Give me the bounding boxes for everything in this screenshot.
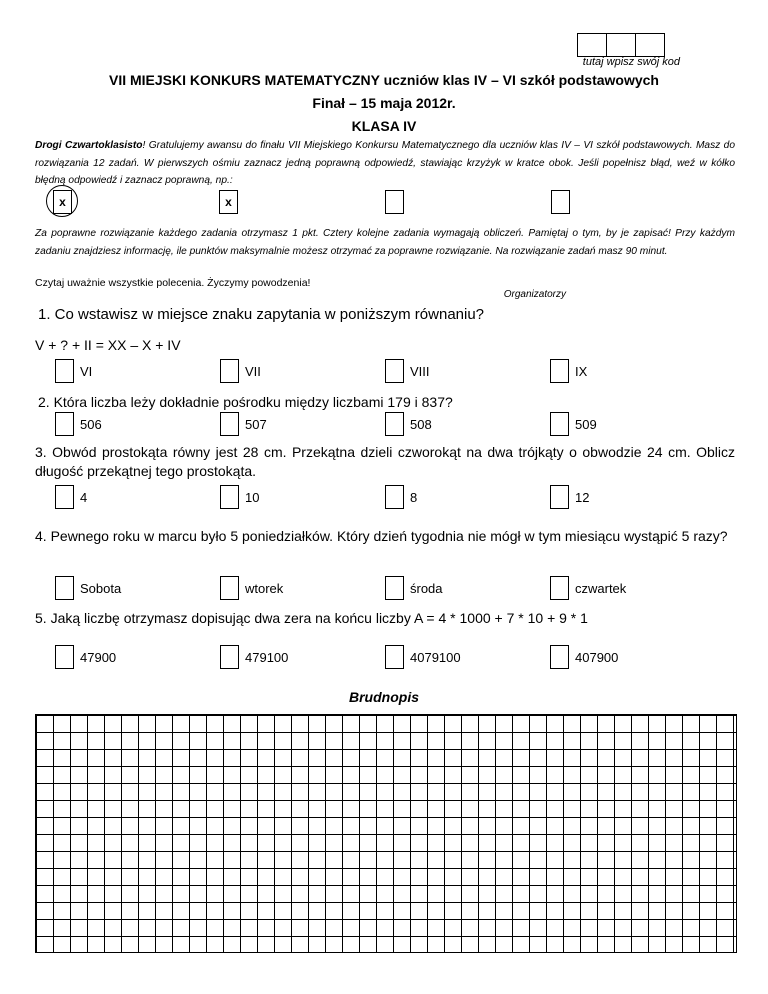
option-label: czwartek (575, 580, 627, 596)
answer-checkbox[interactable] (550, 485, 569, 509)
class-level: KLASA IV (351, 118, 417, 134)
intro-greeting: Drogi Czwartoklasisto (35, 140, 143, 151)
option[interactable] (550, 485, 589, 509)
answer-checkbox[interactable] (55, 576, 74, 600)
answer-checkbox[interactable] (385, 485, 404, 509)
option[interactable] (55, 576, 121, 600)
answer-checkbox[interactable] (385, 576, 404, 600)
option-label: 4079100 (410, 649, 461, 665)
option-label: VII (245, 363, 261, 379)
option-label: wtorek (245, 580, 284, 596)
option[interactable] (385, 359, 430, 383)
option[interactable] (220, 485, 259, 509)
option[interactable] (550, 359, 587, 383)
option-label: 508 (410, 416, 432, 432)
demo-box-empty (385, 190, 404, 214)
answer-checkbox[interactable] (550, 576, 569, 600)
answer-checkbox[interactable] (55, 359, 74, 383)
code-box[interactable] (606, 33, 636, 57)
option-label: VIII (410, 363, 430, 379)
option[interactable] (220, 576, 283, 600)
option-label: Sobota (80, 580, 122, 596)
option[interactable] (220, 412, 267, 436)
question-1: 1. Co wstawisz w miejsce znaku zapytania w poniższym równaniu? (38, 306, 485, 323)
draft-grid[interactable] (35, 714, 737, 953)
option[interactable] (220, 359, 261, 383)
option[interactable] (55, 485, 87, 509)
option[interactable] (220, 645, 288, 669)
option-label: 479100 (245, 649, 289, 665)
contest-date: Finał – 15 maja 2012r. (312, 95, 456, 111)
answer-checkbox[interactable] (220, 412, 239, 436)
code-box[interactable] (635, 33, 665, 57)
option-label: 10 (245, 489, 260, 505)
option-label: VI (80, 363, 93, 379)
option-label: 12 (575, 489, 590, 505)
draft-title: Brudnopis (349, 689, 419, 705)
demo-box-empty (551, 190, 570, 214)
option-label: 47900 (80, 649, 117, 665)
demo-box-wrong: x (53, 190, 72, 214)
answer-checkbox[interactable] (385, 412, 404, 436)
option[interactable] (550, 576, 626, 600)
option-label: 8 (410, 489, 418, 505)
answer-checkbox[interactable] (220, 576, 239, 600)
answer-checkbox[interactable] (385, 359, 404, 383)
option-label: 506 (80, 416, 102, 432)
option[interactable] (385, 412, 432, 436)
option[interactable] (550, 645, 618, 669)
demo-boxes (35, 187, 735, 221)
intro-text: ! Gratulujemy awansu do finału VII Miejskiego Konkursu Matematycznego dla uczniów klas IV – VI szkół podstawowych. Masz do rozwiązania 12 zadań. W pierwszych ośmiu zaznacz jedną poprawną odpowiedź, stawiając krzyżyk w kratce obok. Jeśli popełnisz błąd, weź w kółko błędną odpowiedź i zaznacz poprawną, np.: (35, 140, 735, 186)
question-1-equation: V + ? + II = XX – X + IV (35, 337, 181, 353)
code-boxes[interactable] (578, 33, 665, 57)
option-label: IX (575, 363, 588, 379)
answer-checkbox[interactable] (55, 485, 74, 509)
demo-box-correct: x (219, 190, 238, 214)
option[interactable] (385, 645, 461, 669)
option[interactable] (55, 645, 116, 669)
option[interactable] (385, 485, 417, 509)
option-label: 407900 (575, 649, 619, 665)
intro-paragraph (35, 137, 735, 190)
question-5: 5. Jaką liczbę otrzymasz dopisując dwa zera na końcu liczby A = 4 * 1000 + 7 * 10 + 9 * 1 (35, 610, 588, 626)
code-box[interactable] (577, 33, 607, 57)
answer-checkbox[interactable] (55, 412, 74, 436)
answer-checkbox[interactable] (550, 645, 569, 669)
answer-checkbox[interactable] (550, 359, 569, 383)
option-label: 507 (245, 416, 267, 432)
contest-title: VII MIEJSKI KONKURS MATEMATYCZNY uczniów klas IV – VI szkół podstawowych (109, 72, 659, 88)
option[interactable] (55, 412, 102, 436)
answer-checkbox[interactable] (220, 485, 239, 509)
option[interactable] (55, 359, 92, 383)
code-label: tutaj wpisz swój kod (582, 56, 680, 68)
question-3: 3. Obwód prostokąta równy jest 28 cm. Przekątna dzieli czworokąt na dwa trójkąty o obwodzie 24 cm. Oblicz długość przekątnej tego prostokąta. (35, 444, 735, 479)
option-label: środa (410, 580, 443, 596)
answer-checkbox[interactable] (220, 645, 239, 669)
question-2: 2. Która liczba leży dokładnie pośrodku między liczbami 179 i 837? (38, 394, 453, 410)
answer-checkbox[interactable] (550, 412, 569, 436)
rules-paragraph: Za poprawne rozwiązanie każdego zadania otrzymasz 1 pkt. Cztery kolejne zadania wymagają obliczeń. Pamiętaj o tym, by je zapisać! Przy każdym zadaniu znajdziesz informację, ile punktów maksymalnie możesz otrzymać za poprawne rozwiązanie. Na rozwiązanie zadań masz 90 minut. (35, 228, 735, 257)
answer-checkbox[interactable] (220, 359, 239, 383)
instructions-line: Czytaj uważnie wszystkie polecenia. Życzymy powodzenia! (35, 277, 311, 289)
option-label: 509 (575, 416, 597, 432)
answer-checkbox[interactable] (55, 645, 74, 669)
option[interactable] (550, 412, 597, 436)
signature: Organizatorzy (503, 289, 566, 300)
option[interactable] (385, 576, 443, 600)
answer-checkbox[interactable] (385, 645, 404, 669)
option-label: 4 (80, 489, 88, 505)
question-4: 4. Pewnego roku w marcu było 5 poniedziałków. Który dzień tygodnia nie mógł w tym miesiącu wystąpić 5 razy? (35, 528, 728, 544)
